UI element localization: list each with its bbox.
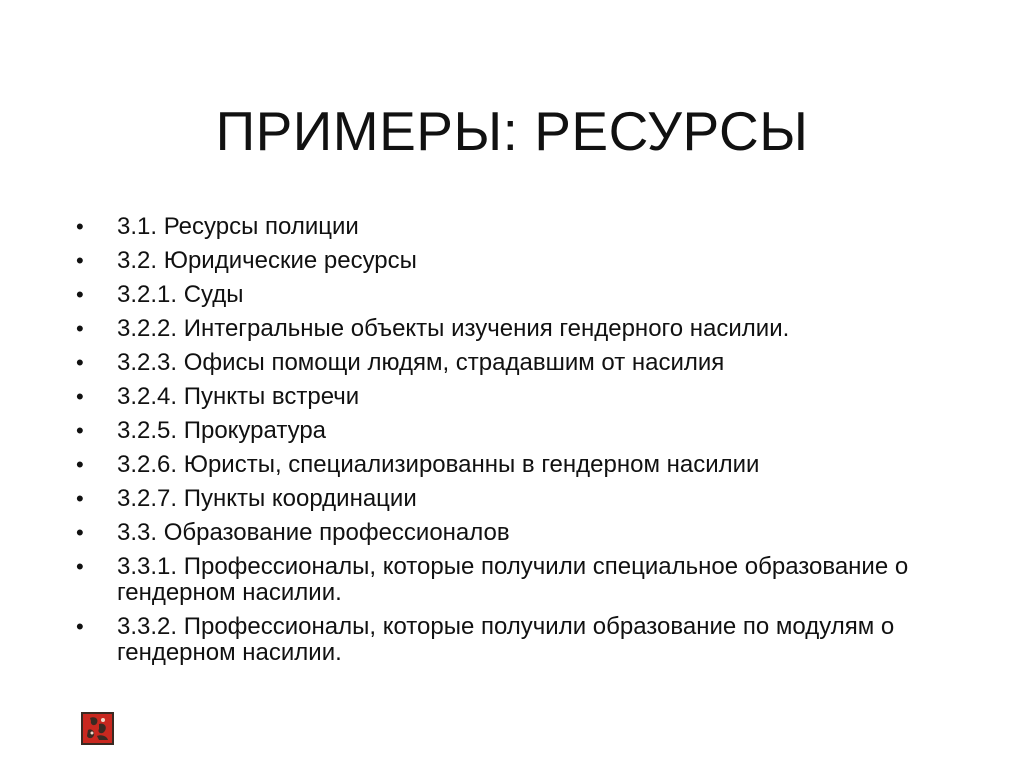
list-item (76, 554, 956, 606)
list-item-text: 3.3.2. Профессионалы, которые получили образование по модулям о гендерном насилии. (117, 613, 895, 666)
bullet-icon: • (76, 554, 84, 579)
bullet-icon: • (76, 282, 84, 307)
list-item (76, 614, 956, 666)
list-item (76, 214, 956, 240)
slide-title: ПРИМЕРЫ: РЕСУРСЫ (215, 100, 809, 162)
bullet-icon: • (76, 452, 84, 477)
bullet-icon: • (76, 520, 84, 545)
bullet-icon: • (76, 614, 84, 639)
bullet-icon: • (76, 384, 84, 409)
list-item-text: 3.3. Образование профессионалов (117, 519, 510, 546)
list-item (76, 384, 956, 410)
list-item-text: 3.2.1. Суды (117, 281, 244, 308)
bullet-icon: • (76, 316, 84, 341)
list-item (76, 248, 956, 274)
bullet-icon: • (76, 418, 84, 443)
list-item (76, 452, 956, 478)
list-item (76, 486, 956, 512)
bullet-icon: • (76, 350, 84, 375)
list-item-text: 3.2.4. Пункты встречи (117, 383, 360, 410)
list-item-text: 3.2.2. Интегральные объекты изучения гендерного насилии. (117, 315, 790, 342)
list-item-text: 3.3.1. Профессионалы, которые получили специальное образование о гендерном насилии. (117, 553, 909, 606)
bullet-icon: • (76, 214, 84, 239)
red-ornament-logo-icon (81, 712, 114, 745)
bullet-icon: • (76, 486, 84, 511)
list-item-text: 3.2.3. Офисы помощи людям, страдавшим от насилия (117, 349, 725, 376)
list-item-text: 3.1. Ресурсы полиции (117, 213, 359, 240)
list-item-text: 3.2. Юридические ресурсы (117, 247, 417, 274)
bullet-icon: • (76, 248, 84, 273)
list-item (76, 316, 956, 342)
list-item-text: 3.2.6. Юристы, специализированны в гендерном насилии (117, 451, 760, 478)
list-item (76, 350, 956, 376)
list-item (76, 418, 956, 444)
list-item (76, 520, 956, 546)
bullet-list (76, 214, 956, 674)
list-item (76, 282, 956, 308)
list-item-text: 3.2.7. Пункты координации (117, 485, 417, 512)
list-item-text: 3.2.5. Прокуратура (117, 417, 327, 444)
